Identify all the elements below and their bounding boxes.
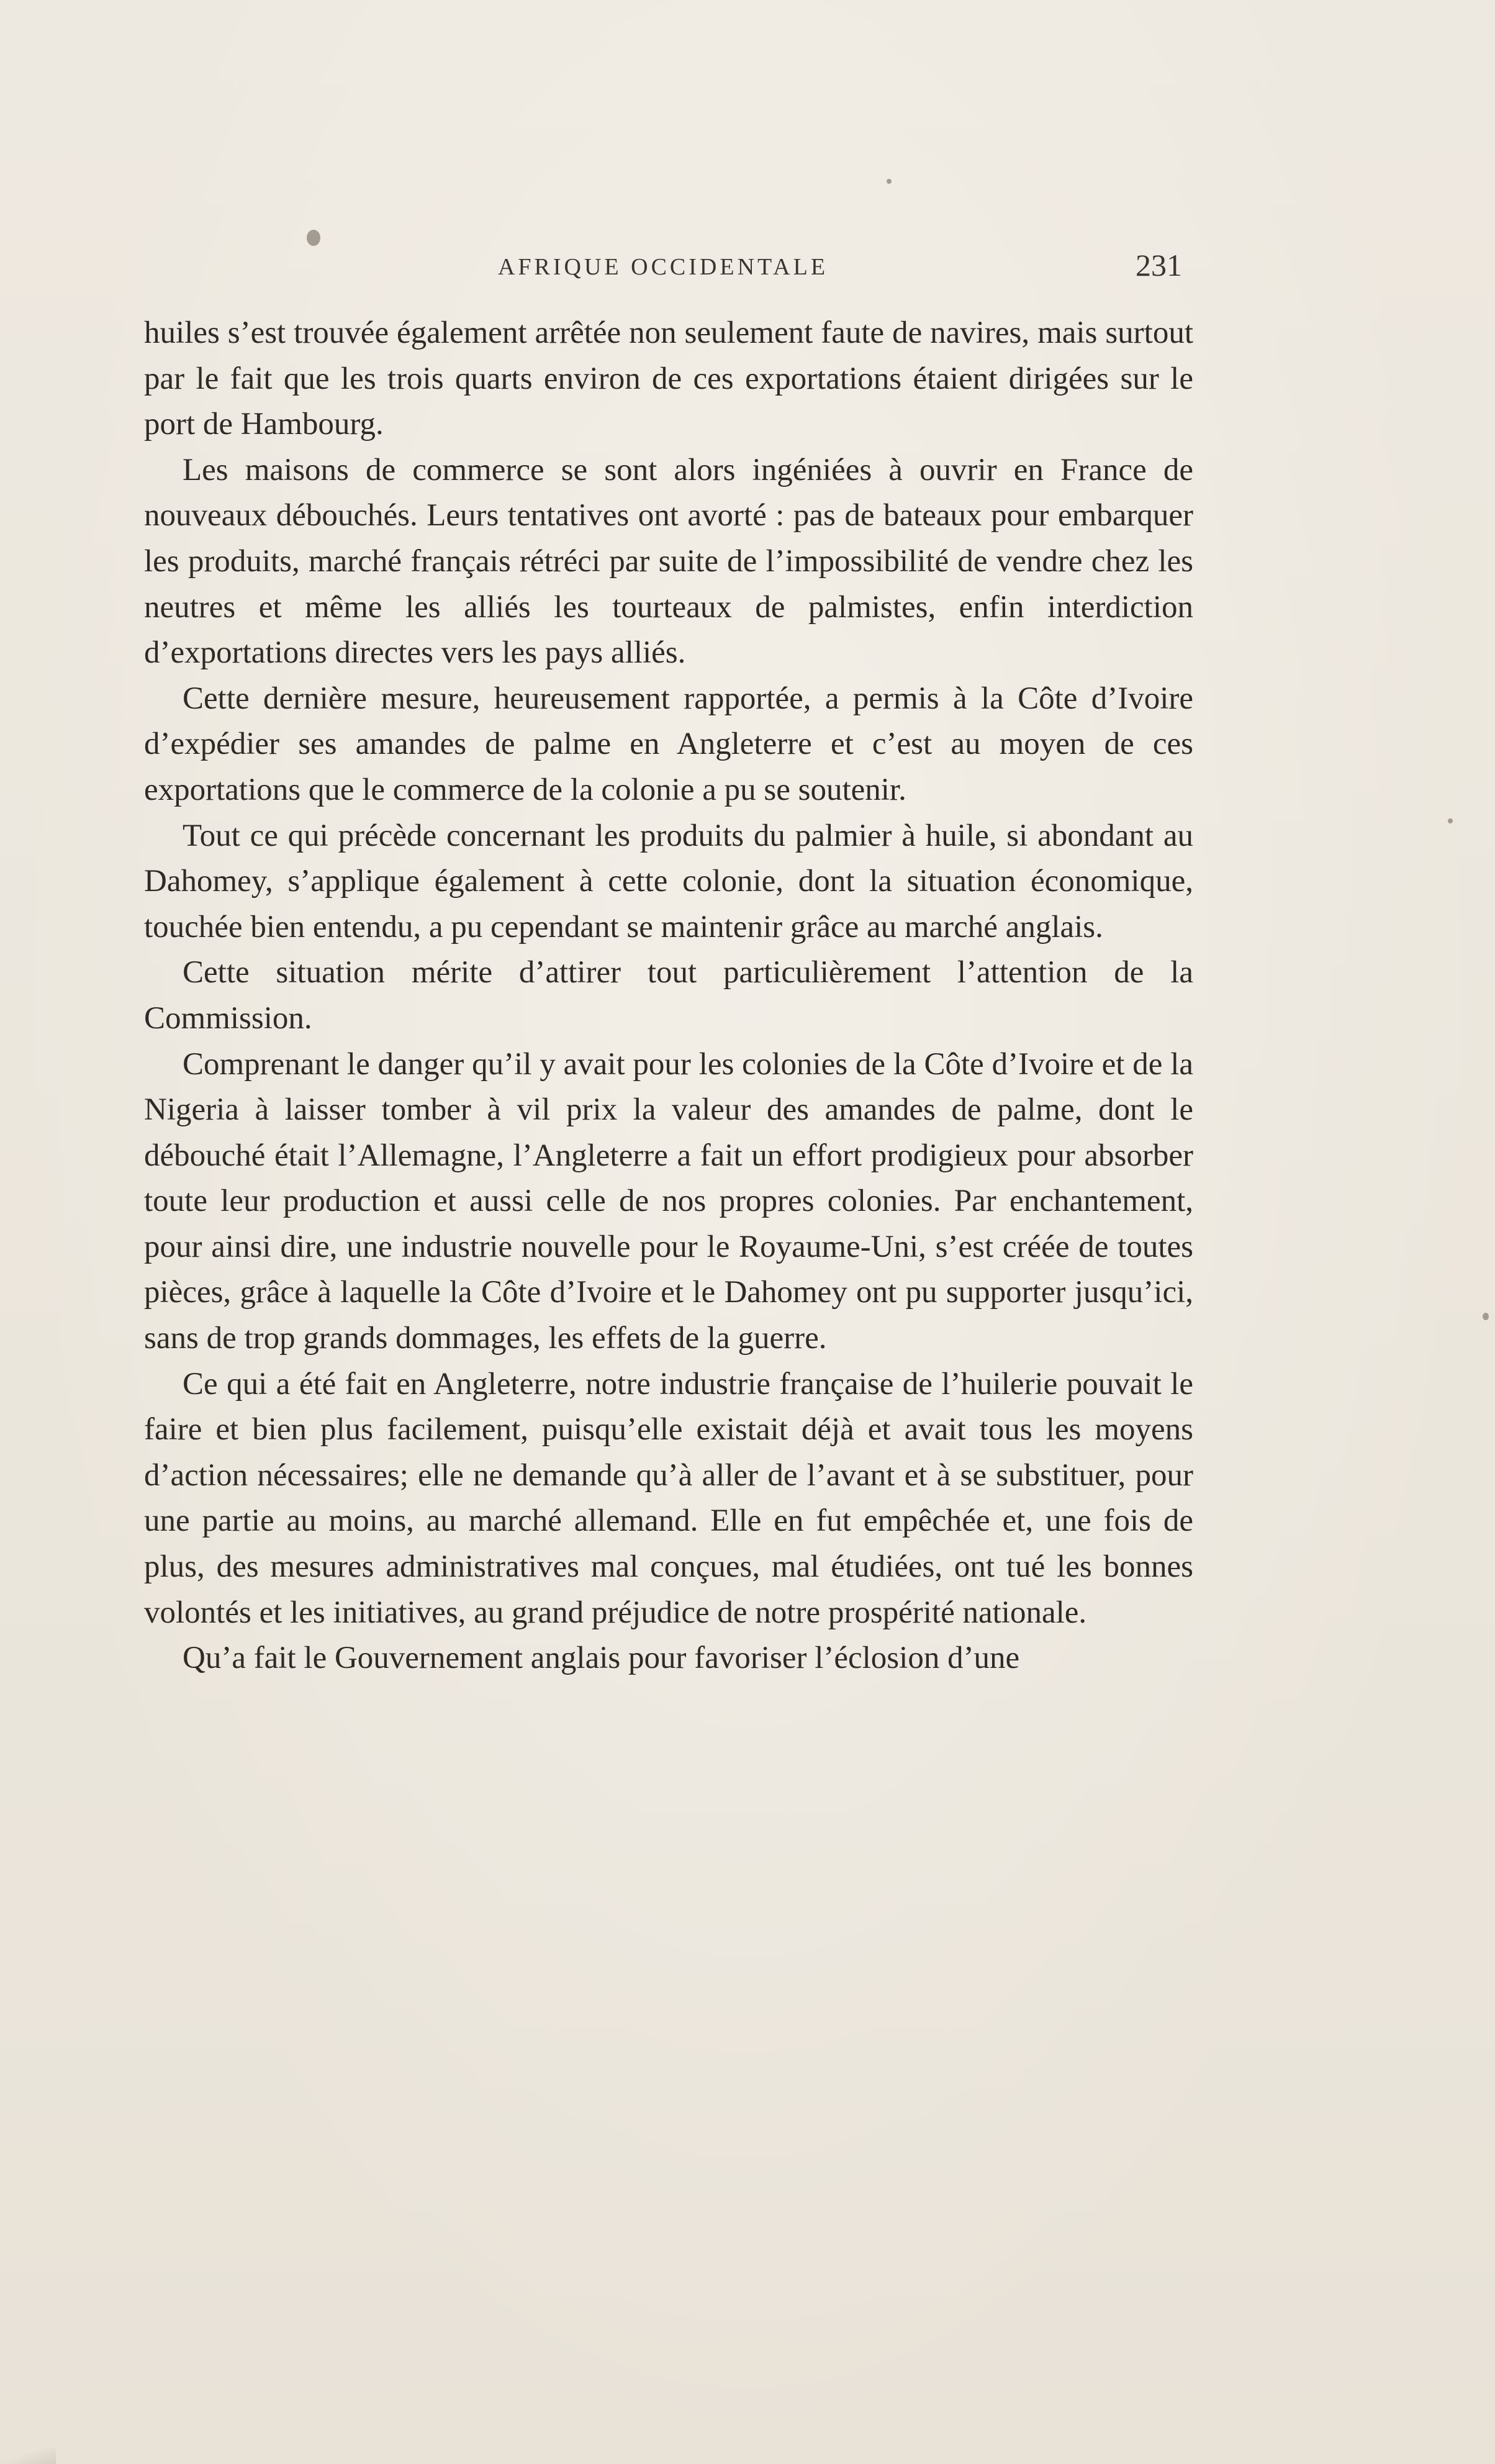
- running-title: AFRIQUE OCCIDENTALE: [497, 254, 829, 280]
- paragraph-3: Cette dernière mesure, heureusement rapportée, a permis à la Côte d’Ivoire d’expédier ses amandes de palme en Angleterre et c’est au moyen de ces exportations que le commerce de la colonie a pu se soutenir.: [144, 681, 1193, 807]
- body-text: [144, 310, 1193, 1682]
- ink-speck: [887, 179, 892, 184]
- paragraph-2: Les maisons de commerce se sont alors ingéniées à ouvrir en France de nouveaux débouchés. Leurs tentatives ont avorté : pas de bateaux pour embarquer les produits, marché français rétréci par suite de l’impossibilité de vendre chez les neutres et même les alliés les tourteaux de palmistes, enfin interdiction d’exportations directes vers les pays alliés.: [144, 452, 1193, 671]
- paragraph-5: Cette situation mérite d’attirer tout particulièrement l’attention de la Commission.: [144, 955, 1193, 1036]
- paragraph-7: Ce qui a été fait en Angleterre, notre industrie française de l’huilerie pouvait le faire et bien plus facilement, puisqu’elle existait déjà et avait tous les moyens d’action nécessaires; elle ne demande qu’à aller de l’avant et à se substituer, pour une partie au moins, au marché allemand. Elle en fut empêchée et, une fois de plus, des mesures administratives mal conçues, mal étudiées, ont tué les bonnes volontés et les initiatives, au grand préjudice de notre prospérité nationale.: [144, 1366, 1193, 1630]
- ink-speck: [1448, 818, 1453, 823]
- paragraph-1: huiles s’est trouvée également arrêtée non seulement faute de navires, mais surtout par le fait que les trois quarts environ de ces exportations étaient dirigées sur le port de Hambourg.: [144, 315, 1193, 442]
- paragraph-8: Qu’a fait le Gouvernement anglais pour favoriser l’éclosion d’une: [183, 1641, 1020, 1676]
- page-corner-shadow: [0, 2448, 56, 2464]
- ink-spot: [307, 230, 320, 246]
- ink-speck: [1483, 1313, 1489, 1320]
- paragraph-4: Tout ce qui précède concernant les produits du palmier à huile, si abondant au Dahomey, s’applique également à cette colonie, dont la situation économique, touchée bien entendu, a pu cependant se maintenir grâce au marché anglais.: [144, 818, 1193, 944]
- page-number: 231: [1136, 248, 1182, 283]
- paragraph-6: Comprenant le danger qu’il y avait pour les colonies de la Côte d’Ivoire et de la Nigeria à laisser tomber à vil prix la valeur des amandes de palme, dont le débouché était l’Allemagne, l’Angleterre a fait un effort prodigieux pour absorber toute leur production et aussi celle de nos propres colonies. Par enchantement, pour ainsi dire, une industrie nouvelle pour le Royaume-Uni, s’est créée de toutes pièces, grâce à laquelle la Côte d’Ivoire et le Dahomey ont pu supporter jusqu’ici, sans de trop grands dommages, les effets de la guerre.: [144, 1046, 1193, 1356]
- running-head: [144, 247, 1182, 291]
